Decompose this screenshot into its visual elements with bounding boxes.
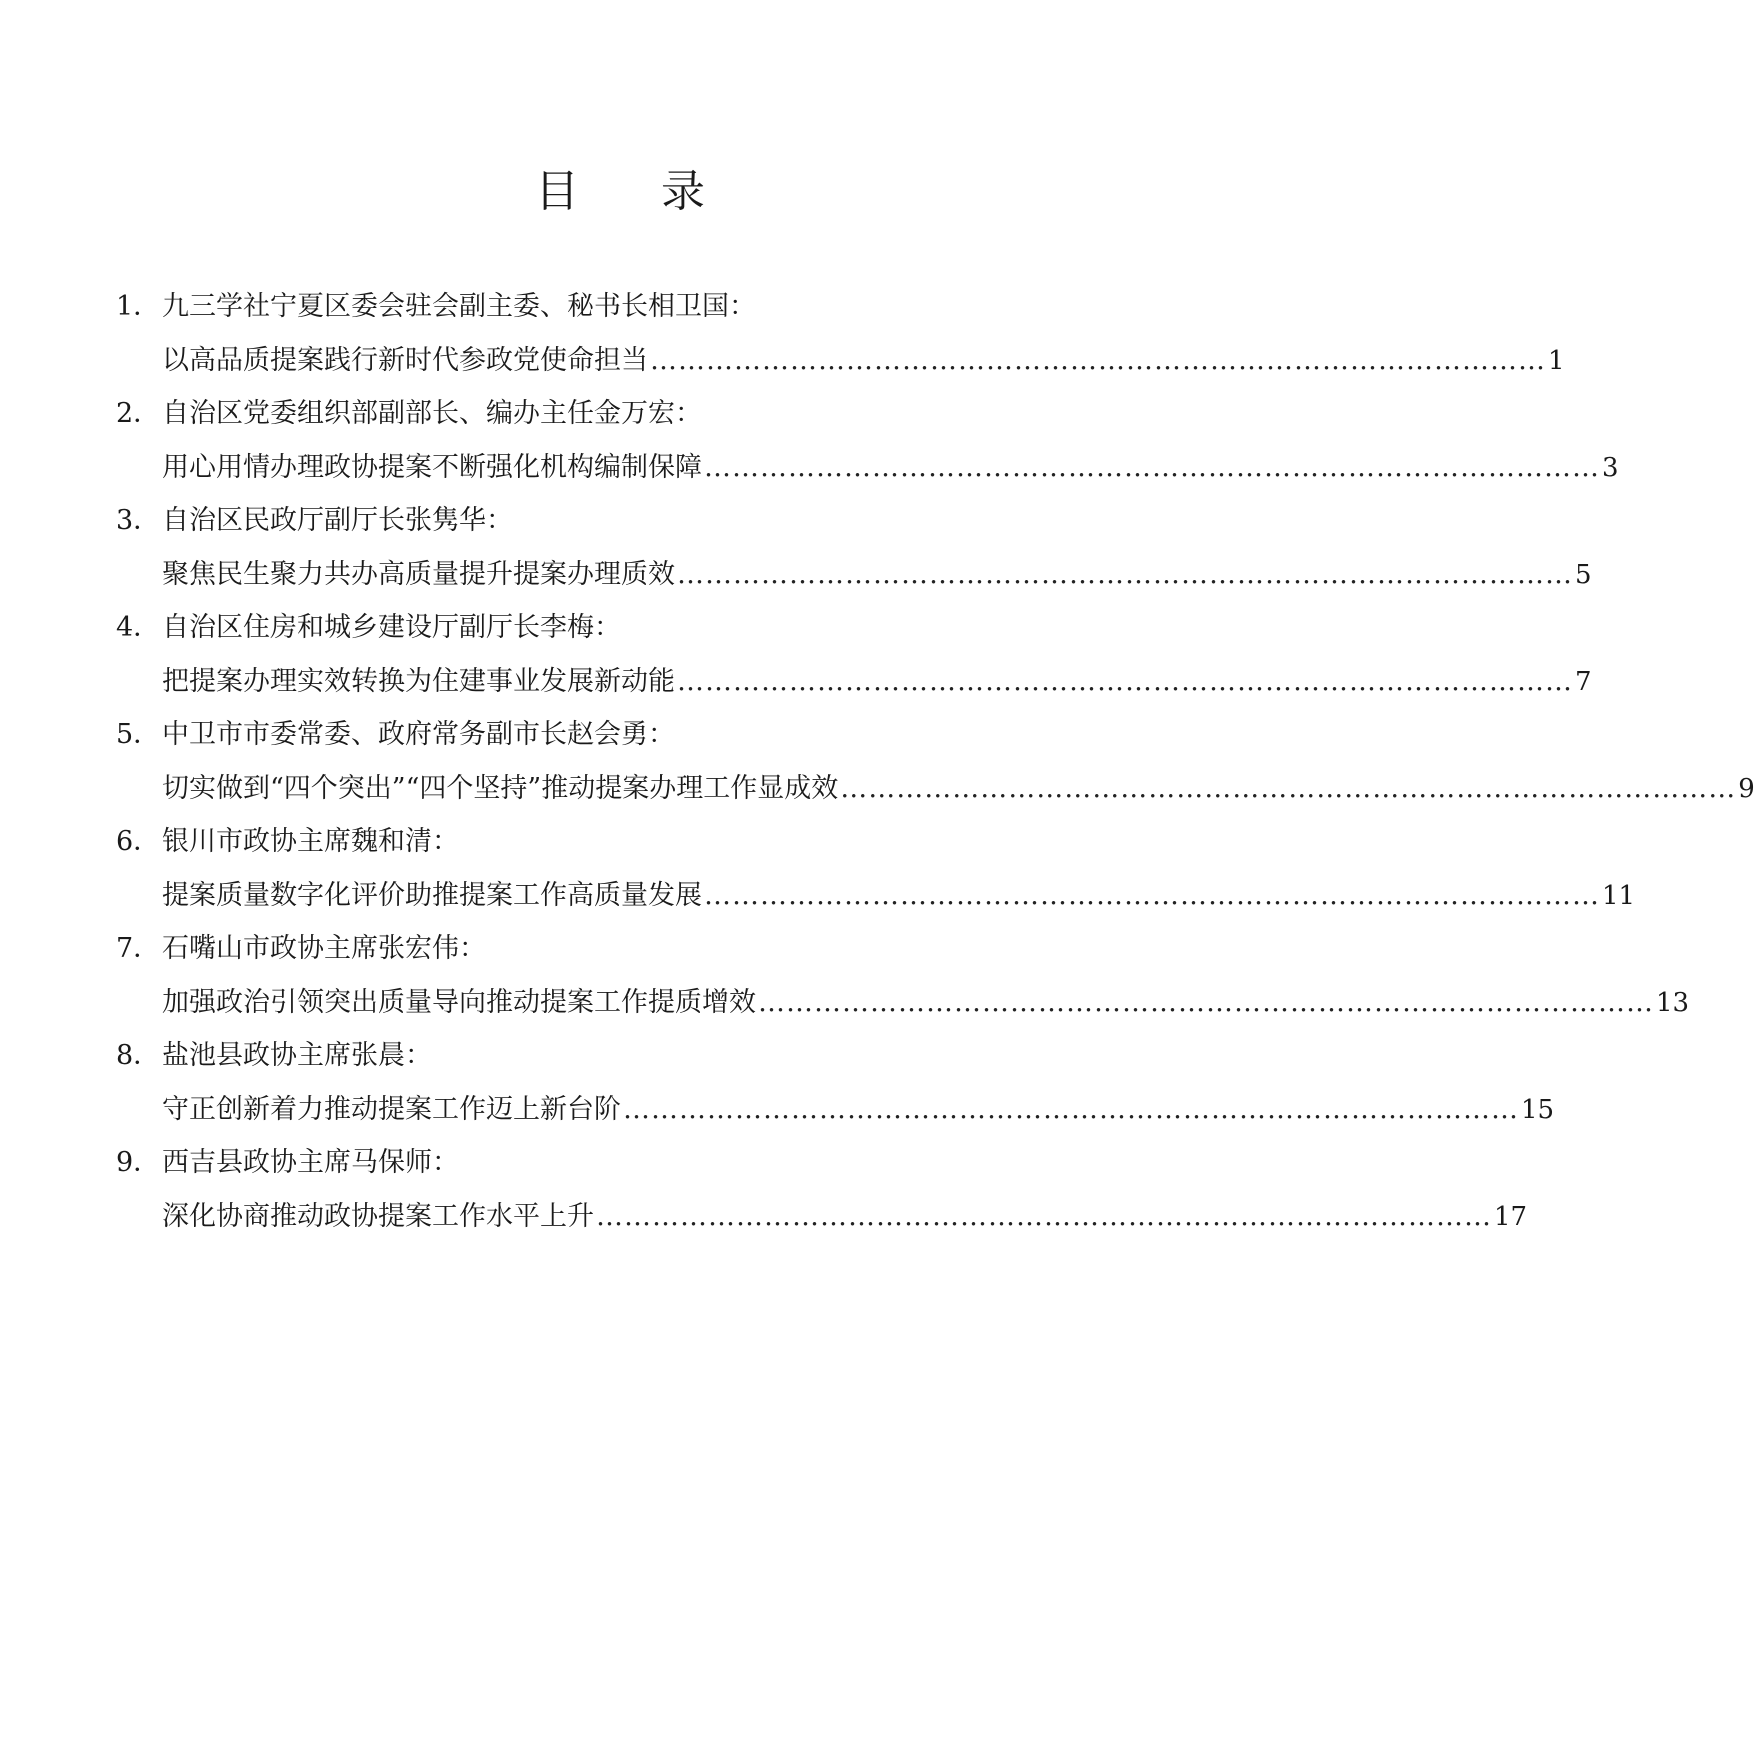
entry-subtitle: 以高品质提案践行新时代参政党使命担当	[162, 345, 648, 376]
entry-heading: 自治区民政厅副厅长张隽华：	[162, 505, 513, 536]
entry-number: 6．	[116, 826, 161, 857]
dot-leader: ……………………………………………………………………………………	[650, 345, 1546, 376]
entry-heading: 盐池县政协主席张晨：	[162, 1040, 432, 1071]
entry-subtitle: 提案质量数字化评价助推提案工作高质量发展	[162, 880, 702, 911]
entry-number: 5．	[116, 719, 161, 750]
entry-heading: 九三学社宁夏区委会驻会副主委、秘书长相卫国：	[162, 291, 756, 322]
page-title: 目 录	[535, 166, 739, 217]
entry-subtitle: 深化协商推动政协提案工作水平上升	[162, 1201, 594, 1232]
table-of-contents	[116, 280, 1755, 1243]
entry-number: 3．	[116, 505, 161, 536]
entry-heading: 银川市政协主席魏和清：	[162, 826, 459, 857]
entry-subtitle: 聚焦民生聚力共办高质量提升提案办理质效	[162, 559, 675, 590]
toc-entry	[116, 1029, 1555, 1136]
toc-entry	[116, 494, 1592, 601]
entry-subtitle: 切实做到“四个突出”“四个坚持”推动提案办理工作显成效	[162, 773, 839, 804]
entry-number: 2．	[116, 398, 161, 429]
toc-entry	[116, 708, 1755, 815]
toc-entry	[116, 1136, 1528, 1243]
entry-subtitle: 把提案办理实效转换为住建事业发展新动能	[162, 666, 675, 697]
entry-page-number: 15	[1521, 1095, 1555, 1125]
dot-leader: ……………………………………………………………………………………	[758, 987, 1654, 1018]
entry-page-number: 5	[1575, 560, 1592, 590]
entry-number: 4．	[116, 612, 161, 643]
entry-number: 8．	[116, 1040, 161, 1071]
dot-leader: ……………………………………………………………………………………	[596, 1201, 1492, 1232]
entry-page-number: 1	[1548, 346, 1565, 376]
entry-heading: 石嘴山市政协主席张宏伟：	[162, 933, 486, 964]
toc-entry	[116, 280, 1565, 387]
toc-entry	[116, 601, 1592, 708]
entry-page-number: 3	[1602, 453, 1619, 483]
dot-leader: ……………………………………………………………………………………	[704, 452, 1600, 483]
toc-entry	[116, 815, 1636, 922]
toc-entry	[116, 387, 1619, 494]
entry-page-number: 7	[1575, 667, 1592, 697]
entry-heading: 西吉县政协主席马保师：	[162, 1147, 459, 1178]
dot-leader: ……………………………………………………………………………………	[840, 773, 1737, 804]
dot-leader: ……………………………………………………………………………………	[704, 880, 1600, 911]
toc-entry	[116, 922, 1690, 1029]
entry-heading: 中卫市市委常委、政府常务副市长赵会勇：	[162, 719, 675, 750]
dot-leader: ……………………………………………………………………………………	[677, 559, 1573, 590]
entry-subtitle: 守正创新着力推动提案工作迈上新台阶	[162, 1094, 621, 1125]
dot-leader: ……………………………………………………………………………………	[677, 666, 1573, 697]
entry-page-number: 11	[1602, 881, 1636, 911]
entry-number: 7．	[116, 933, 161, 964]
entry-number: 9．	[116, 1147, 161, 1178]
entry-page-number: 13	[1656, 988, 1690, 1018]
entry-heading: 自治区党委组织部副部长、编办主任金万宏：	[162, 398, 702, 429]
entry-subtitle: 加强政治引领突出质量导向推动提案工作提质增效	[162, 987, 756, 1018]
dot-leader: ……………………………………………………………………………………	[623, 1094, 1519, 1125]
entry-page-number: 9	[1738, 774, 1755, 804]
entry-subtitle: 用心用情办理政协提案不断强化机构编制保障	[162, 452, 702, 483]
entry-number: 1．	[116, 291, 161, 322]
entry-heading: 自治区住房和城乡建设厅副厅长李梅：	[162, 612, 621, 643]
entry-page-number: 17	[1494, 1202, 1528, 1232]
